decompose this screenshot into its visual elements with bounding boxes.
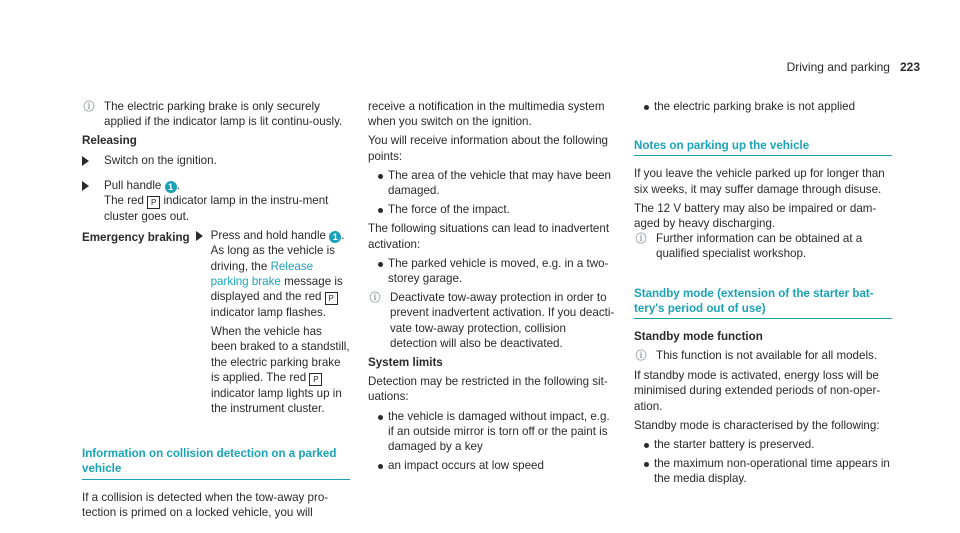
step-text: Switch on the ignition.	[104, 153, 217, 167]
step-text: Pull handle 1 . The red P indicator lamp in the instru-ment cluster goes out.	[104, 178, 329, 224]
list-item: The force of the impact.	[374, 202, 616, 217]
list-item: the maximum non-operational time appears in the media display.	[640, 456, 892, 486]
note-workshop: ⓘ Further information can be obtained at a qualified specialist workshop.	[635, 232, 863, 261]
parking-brake-indicator-icon: P	[309, 373, 322, 386]
callout-1: 1	[329, 231, 341, 243]
collision-paragraph: If a collision is detected when the tow-away pro-tection is primed on a locked vehicle, you will	[82, 490, 329, 519]
releasing-heading: Releasing	[82, 134, 137, 148]
paragraph: You will receive information about the following points:	[368, 134, 608, 163]
bullet-dot-icon	[378, 415, 383, 420]
list-item: the electric parking brake is not applied	[640, 99, 892, 114]
emergency-heading: Emergency braking	[82, 231, 190, 245]
info-note-icon: ⓘ	[369, 292, 381, 305]
release-parking-brake-message: Release parking brake	[210, 259, 314, 288]
parking-brake-indicator-icon: P	[325, 292, 338, 305]
note-parking-brake	[82, 99, 350, 129]
paragraph: The 12 V battery may also be impaired or dam-aged by heavy discharging.	[634, 201, 877, 231]
system-limits-heading: System limits	[368, 356, 443, 370]
bullet-dot-icon	[644, 105, 649, 110]
paragraph: If standby mode is activated, energy loss will be minimised during extended periods of non-oper-ation.	[634, 369, 881, 413]
paragraph: If you leave the vehicle parked up for longer than six weeks, it may suffer damage through disuse.	[634, 167, 885, 196]
bullet-dot-icon	[378, 208, 383, 213]
column-3	[634, 99, 892, 487]
section-title-parking-up: Notes on parking up the vehicle	[634, 138, 892, 156]
info-note-icon: ⓘ	[635, 233, 647, 246]
callout-1: 1	[165, 181, 177, 193]
list-item: an impact occurs at low speed	[374, 458, 616, 473]
bullet-dot-icon	[378, 262, 383, 267]
section-name: Driving and parking	[786, 60, 890, 74]
step-standstill-text: When the vehicle has been braked to a standstill, the electric parking brake is applied. The red P indicator lamp lights up in the instrument cluster.	[211, 325, 350, 416]
note-availability: ⓘ This function is not available for all models.	[635, 349, 878, 363]
paragraph: The following situations can lead to inadvertent activation:	[368, 222, 610, 251]
info-note-icon: ⓘ	[83, 101, 95, 113]
standby-function-heading: Standby mode function	[634, 330, 763, 344]
paragraph: Detection may be restricted in the following sit-uations:	[368, 375, 608, 404]
parking-brake-indicator-icon: P	[147, 196, 160, 209]
list-item: the starter battery is preserved.	[640, 437, 892, 452]
note-deactivate: ⓘ Deactivate tow-away protection in order to prevent inadvertent activation. If you deacti-vate tow-away protection, collision detection will also be deactivated.	[369, 291, 615, 350]
page-header	[787, 60, 920, 75]
bullet-dot-icon	[644, 443, 649, 448]
step-arrow-icon	[82, 156, 89, 166]
list-item: The parked vehicle is moved, e.g. in a two-storey garage.	[374, 256, 616, 286]
bullet-dot-icon	[378, 174, 383, 179]
list-item: the vehicle is damaged without impact, e.g. if an outside mirror is torn off or the paint is damaged by a key	[374, 409, 616, 455]
step-arrow-icon	[196, 231, 203, 241]
bullet-dot-icon	[644, 462, 649, 467]
step-press-and-hold: Emergency braking Press and hold handle 1 . As long as the vehicle is driving, the Release parking brake message is displayed and the red P indicator lamp flashes.	[82, 229, 345, 320]
note-text: The electric parking brake is only securely applied if the indicator lamp is lit continu-ously.	[104, 100, 343, 129]
column-2	[368, 99, 616, 473]
step-pull-handle	[82, 178, 350, 224]
paragraph: Standby mode is characterised by the following:	[634, 418, 880, 432]
page-number: 223	[899, 60, 920, 74]
column-1	[82, 99, 350, 520]
step-arrow-icon	[82, 181, 89, 191]
section-title-standby-mode: Standby mode (extension of the starter bat-tery's period out of use)	[634, 286, 892, 319]
info-note-icon: ⓘ	[635, 350, 647, 363]
step-ignition	[82, 153, 350, 170]
list-item: The area of the vehicle that may have been damaged.	[374, 168, 616, 198]
section-title-collision-detection: Information on collision detection on a parked vehicle	[82, 446, 350, 479]
paragraph: receive a notification in the multimedia system when you switch on the ignition.	[368, 100, 605, 129]
bullet-dot-icon	[378, 464, 383, 469]
